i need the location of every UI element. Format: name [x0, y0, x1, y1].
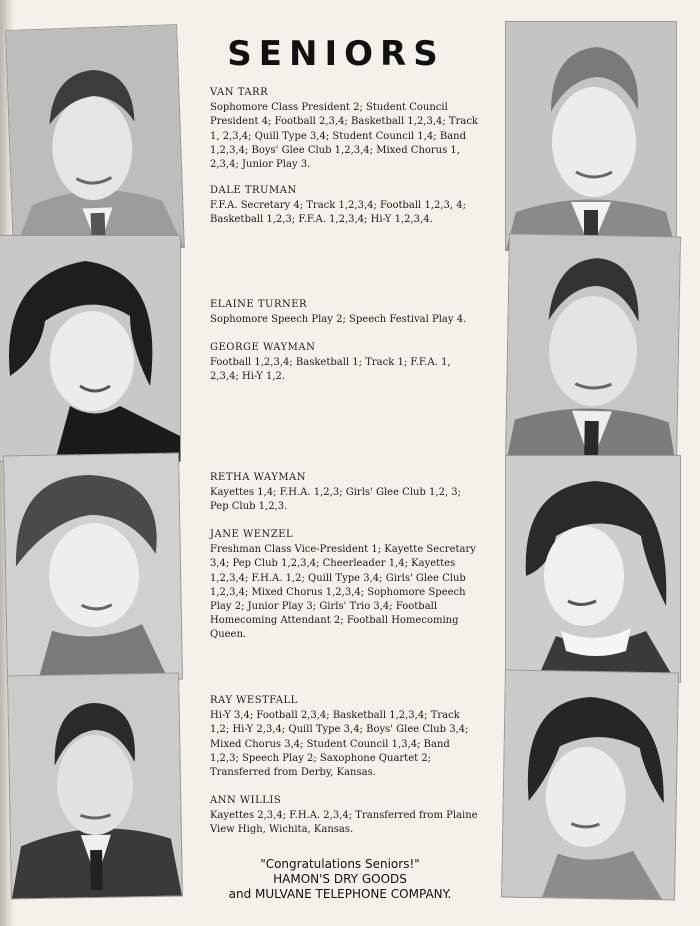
senior-name: ELAINE TURNER	[210, 299, 308, 310]
senior-name: JANE WENZEL	[210, 529, 294, 540]
senior-name: DALE TRUMAN	[210, 185, 297, 196]
portrait-ray-westfall	[8, 674, 182, 899]
page-title: SENIORS	[227, 34, 445, 74]
portrait-van-tarr	[6, 25, 184, 253]
portrait-jane-wenzel	[506, 456, 680, 682]
senior-name: VAN TARR	[210, 87, 269, 98]
portrait-elaine-turner	[0, 236, 180, 461]
bio-elaine-turner	[210, 298, 480, 327]
sponsor-line-business: HAMON'S DRY GOODS	[273, 872, 407, 886]
senior-name: RETHA WAYMAN	[210, 472, 307, 483]
bio-george-wayman	[210, 341, 480, 385]
bio-dale-truman	[210, 184, 480, 228]
senior-activities: Football 1,2,3,4; Basketball 1; Track 1; F.F.A. 1, 2,3,4; Hi-Y 1,2.	[210, 357, 451, 383]
senior-activities: Sophomore Class President 2; Student Council President 4; Football 2,3,4; Basketball 1,2,3,4; Track 1, 2,3,4; Quill Type 3,4; Student Council 1,4; Band 1,2,3,4; Boys' Glee Club 1,2,3,4; Mixed Chorus 1, 2,3,4; Junior Play 3.	[210, 102, 478, 171]
senior-activities: Kayettes 1,4; F.H.A. 1,2,3; Girls' Glee Club 1,2, 3; Pep Club 1,2,3.	[210, 487, 462, 513]
bio-ann-willis	[210, 794, 480, 838]
senior-activities: Sophomore Speech Play 2; Speech Festival Play 4.	[210, 314, 467, 326]
senior-name: ANN WILLIS	[210, 795, 282, 806]
portrait-retha-wayman	[4, 453, 182, 681]
sponsor-line-congratulations: "Congratulations Seniors!"	[260, 857, 420, 871]
senior-activities: Freshman Class Vice-President 1; Kayette Secretary 3,4; Pep Club 1,2,3,4; Cheerleader 1,4; Kayettes 1,2,3,4; F.H.A. 1,2; Quill Type 3,4; Girls' Glee Club 1,2,3,4; Mixed Chorus 1,2,3,4; Sophomore Speech Play 2; Junior Play 3; Girls' Trio 3,4; Football Homecoming Attendant 2; Football Homecoming Queen.	[210, 544, 476, 641]
bio-jane-wenzel	[210, 528, 480, 643]
senior-activities: Kayettes 2,3,4; F.H.A. 2,3,4; Transferred from Plaine View High, Wichita, Kansas.	[210, 810, 478, 836]
portrait-dale-truman	[506, 22, 676, 250]
bio-ray-westfall	[210, 694, 480, 780]
bio-van-tarr	[210, 86, 480, 172]
senior-name: GEORGE WAYMAN	[210, 342, 316, 353]
sponsor-message	[180, 857, 500, 902]
bio-retha-wayman	[210, 471, 480, 515]
senior-activities: F.F.A. Secretary 4; Track 1,2,3,4; Football 1,2,3, 4; Basketball 1,2,3; F.F.A. 1,2,3,4; Hi-Y 1,2,3,4.	[210, 200, 466, 226]
senior-activities: Hi-Y 3,4; Football 2,3,4; Basketball 1,2,3,4; Track 1,2; Hi-Y 2,3,4; Quill Type 3,4; Boys' Glee Club 3,4; Mixed Chorus 3,4; Student Council 1,3,4; Band 1,2,3; Speech Play 2; Saxophone Quartet 2; Transferred from Derby, Kansas.	[210, 710, 469, 779]
senior-name: RAY WESTFALL	[210, 695, 298, 706]
portrait-ann-willis	[502, 671, 678, 900]
sponsor-line-company: and MULVANE TELEPHONE COMPANY.	[228, 887, 452, 901]
portrait-george-wayman	[506, 235, 680, 466]
